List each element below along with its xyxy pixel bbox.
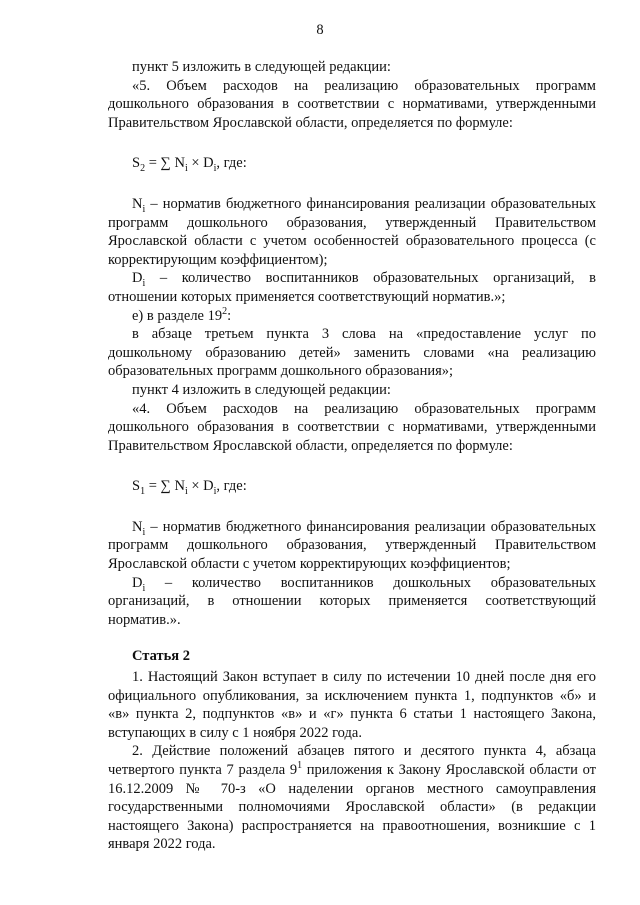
paragraph: 1. Настоящий Закон вступает в силу по истечении 10 дней после дня его официального опубликования, за исключением пункта 1, подпунктов «б» и «в» пункта 2, подпунктов «в» и «г» пункта 6 статьи 1 настоящего Закона, вступающих в силу с 1 ноября 2022 года. — [108, 669, 596, 741]
formula-subscript: i — [213, 163, 217, 175]
paragraph: в абзаце третьем пункта 3 слова на «предоставление услуг по дошкольному образованию детей» заменить словами «на реализацию образовательных программ дошкольного образования»; — [108, 326, 596, 380]
paragraph — [108, 742, 596, 854]
formula-s2 — [132, 154, 596, 173]
document-body — [108, 58, 596, 854]
definition-paragraph — [108, 269, 596, 306]
text: е) в разделе 19 — [132, 307, 223, 324]
definition-text: – норматив бюджетного финансирования реализации образовательных программ дошкольного образования, утвержденный Правительством Ярославской области с учетом корректирующих коэффициентов; — [108, 518, 596, 573]
definition-text: – количество воспитанников образовательных организаций, в отношении которых применяется соответствующий норматив.»; — [108, 270, 596, 305]
formula-text: , где: — [216, 155, 247, 172]
paragraph: «4. Объем расходов на реализацию образовательных программ дошкольного образования в соответствии с нормативами, утвержденными Правительством Ярославской области, определяется по формуле: — [108, 400, 596, 454]
page-number: 8 — [316, 22, 324, 38]
subscript: i — [142, 582, 146, 594]
formula-subscript: 2 — [140, 163, 146, 175]
symbol: D — [132, 574, 143, 591]
subscript: i — [142, 203, 146, 215]
symbol: N — [132, 518, 143, 535]
formula-text: , где: — [216, 478, 247, 495]
formula-text: = ∑ N — [145, 155, 185, 172]
paragraph: пункт 5 изложить в следующей редакции: — [132, 59, 391, 75]
definition-text: – норматив бюджетного финансирования реализации образовательных программ дошкольного образования, утвержденный Правительством Ярославской области с учетом особенностей образовательного процесса (с корректирующим коэффициентом); — [108, 195, 596, 268]
formula-symbol: S — [132, 478, 141, 495]
formula-subscript: i — [184, 486, 188, 498]
formula-subscript: 1 — [140, 486, 146, 498]
paragraph: «5. Объем расходов на реализацию образовательных программ дошкольного образования в соответствии с нормативами, утвержденными Правительством Ярославской области, определяется по формуле: — [108, 77, 596, 131]
symbol: N — [132, 195, 143, 212]
formula-text: × D — [187, 155, 214, 172]
article-heading: Статья 2 — [132, 648, 190, 665]
symbol: D — [132, 270, 143, 287]
superscript: 2 — [222, 305, 228, 317]
definition-paragraph — [108, 195, 596, 269]
text: 2. Действие положений абзацев пятого и десятого пункта 4, абзаца четвертого пункта 7 раздела 9 — [108, 743, 596, 778]
text: приложения к Закону Ярославской области от 16.12.2009 № 70-з «О наделении органов местного самоуправления государственными полномочиями Ярославской области» (в редакции настоящего Закона) распространяется на правоотношения, возникшие с 1 января 2022 года. — [108, 762, 597, 853]
subscript: i — [142, 278, 146, 290]
superscript: 1 — [297, 760, 303, 772]
paragraph: пункт 4 изложить в следующей редакции: — [132, 381, 391, 398]
formula-subscript: i — [184, 163, 188, 175]
formula-s1 — [132, 477, 596, 496]
paragraph — [108, 307, 596, 326]
formula-symbol: S — [132, 155, 141, 172]
definition-paragraph — [108, 574, 596, 630]
definition-text: – количество воспитанников дошкольных образовательных организаций, в отношении которых применяется соответствующий норматив.». — [108, 574, 596, 628]
formula-text: = ∑ N — [145, 478, 185, 495]
formula-subscript: i — [213, 486, 217, 498]
text: : — [227, 307, 232, 324]
subscript: i — [142, 526, 146, 538]
formula-text: × D — [187, 478, 214, 495]
definition-paragraph — [108, 518, 596, 574]
